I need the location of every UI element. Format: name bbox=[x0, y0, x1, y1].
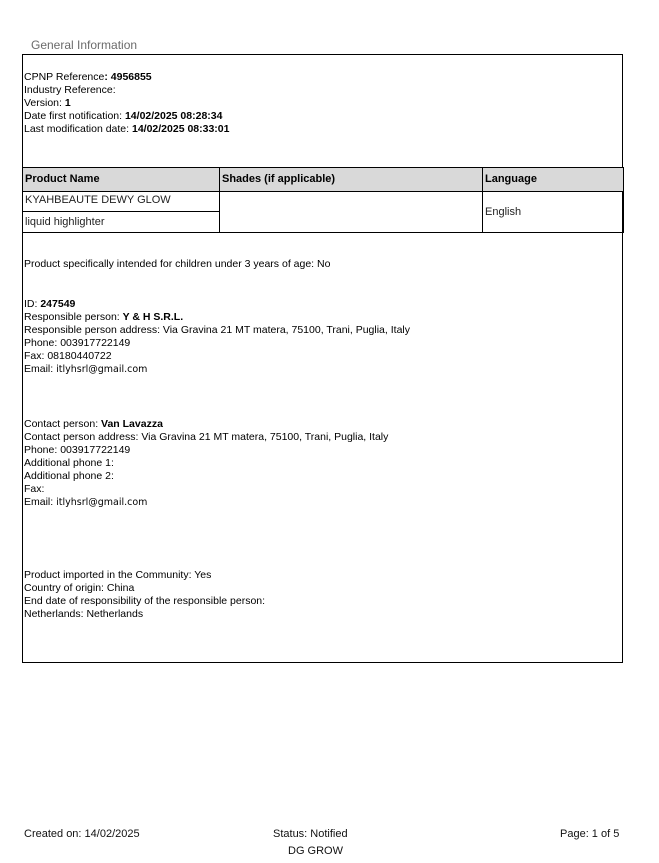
country-of-origin: Country of origin: China bbox=[24, 582, 135, 594]
footer-created: Created on: 14/02/2025 bbox=[24, 828, 140, 840]
responsible-fax: Fax: 08180440722 bbox=[24, 350, 112, 362]
end-date-responsibility: End date of responsibility of the responsible person: bbox=[24, 595, 266, 607]
col-product-name: Product Name bbox=[23, 168, 220, 192]
footer-dg: DG GROW bbox=[288, 845, 343, 857]
version: Version: 1 bbox=[24, 97, 71, 109]
col-shades: Shades (if applicable) bbox=[220, 168, 483, 192]
header-block bbox=[24, 71, 229, 136]
children-statement-text: Product specifically intended for children under 3 years of age: No bbox=[24, 258, 331, 270]
responsible-email: Email: itlyhsrl@gmail.com bbox=[24, 363, 148, 375]
product-name-cell bbox=[23, 192, 220, 233]
footer-status: Status: Notified bbox=[273, 828, 348, 840]
cpnp-reference: CPNP Reference: 4956855 bbox=[24, 71, 152, 83]
products-table bbox=[22, 167, 624, 233]
contact-email: Email: itlyhsrl@gmail.com bbox=[24, 496, 148, 508]
children-statement bbox=[24, 258, 330, 271]
table-row bbox=[23, 192, 624, 233]
footer-page: Page: 1 of 5 bbox=[560, 828, 620, 840]
product-name-line2: liquid highlighter bbox=[25, 216, 105, 228]
contact-additional-phone-2: Additional phone 2: bbox=[24, 470, 114, 482]
contact-phone: Phone: 003917722149 bbox=[24, 444, 131, 456]
col-language: Language bbox=[483, 168, 624, 192]
contact-additional-phone-1: Additional phone 1: bbox=[24, 457, 114, 469]
responsible-phone: Phone: 003917722149 bbox=[24, 337, 131, 349]
section-title: General Information bbox=[31, 38, 138, 52]
origin-block bbox=[24, 569, 265, 621]
product-name-line1: KYAHBEAUTE DEWY GLOW bbox=[23, 192, 219, 212]
responsible-id: ID: 247549 bbox=[24, 298, 76, 310]
contact-address: Contact person address: Via Gravina 21 MT matera, 75100, Trani, Puglia, Italy bbox=[24, 431, 389, 443]
language-cell: English bbox=[483, 192, 624, 233]
responsible-block bbox=[24, 298, 410, 376]
contact-fax: Fax: bbox=[24, 483, 45, 495]
imported-in-community: Product imported in the Community: Yes bbox=[24, 569, 212, 581]
shades-cell bbox=[220, 192, 483, 233]
netherlands-line: Netherlands: Netherlands bbox=[24, 608, 144, 620]
table-header-row bbox=[23, 168, 624, 192]
industry-reference: Industry Reference: bbox=[24, 84, 116, 96]
contact-person: Contact person: Van Lavazza bbox=[24, 418, 163, 430]
date-first-notification: Date first notification: 14/02/2025 08:28:34 bbox=[24, 110, 223, 122]
responsible-person: Responsible person: Y & H S.R.L. bbox=[24, 311, 184, 323]
last-modification-date: Last modification date: 14/02/2025 08:33:01 bbox=[24, 123, 230, 135]
contact-block bbox=[24, 418, 388, 509]
responsible-address: Responsible person address: Via Gravina 21 MT matera, 75100, Trani, Puglia, Italy bbox=[24, 324, 410, 336]
